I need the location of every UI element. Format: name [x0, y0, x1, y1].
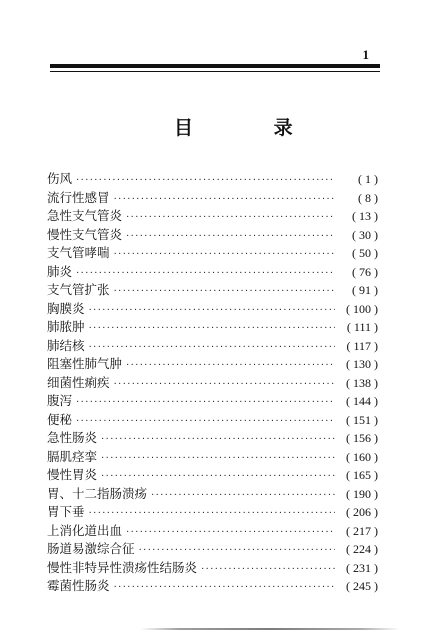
- toc-entry-label: 急性支气管炎: [47, 208, 123, 223]
- toc-entry-label: 肺炎: [47, 263, 73, 279]
- toc-entry-label: 胃、十二指肠溃疡: [47, 485, 148, 501]
- toc-entry-label: 支气管扩张: [47, 282, 110, 297]
- toc-entry-page: ( 165 ): [346, 468, 378, 482]
- toc-entry-page: ( 111 ): [346, 320, 378, 334]
- scan-edge-mark: [140, 628, 400, 630]
- toc-entry[interactable]: [47, 374, 378, 393]
- dot-leader: [101, 431, 335, 450]
- toc-entry-page: ( 1 ): [358, 172, 378, 186]
- toc-entry-page: ( 190 ): [346, 486, 378, 501]
- toc-entry[interactable]: [47, 448, 378, 467]
- toc-entry[interactable]: [47, 207, 378, 226]
- toc-entry[interactable]: [47, 503, 378, 522]
- toc-entry[interactable]: [47, 392, 378, 411]
- dot-leader: [151, 487, 335, 506]
- toc-entry-label: 膈肌痉挛: [47, 448, 98, 464]
- toc-entry-label: 流行性感冒: [47, 189, 110, 205]
- dot-leader: [76, 265, 335, 284]
- header-rule-thick: [50, 64, 380, 68]
- toc-entry-page: ( 156 ): [346, 431, 378, 445]
- dot-leader: [114, 283, 335, 302]
- dot-leader: [114, 246, 335, 265]
- dot-leader: [89, 320, 335, 339]
- dot-leader: [114, 191, 335, 210]
- dot-leader: [76, 172, 335, 191]
- dot-leader: [114, 376, 335, 395]
- toc-entry-page: ( 151 ): [346, 412, 378, 427]
- dot-leader: [201, 561, 335, 580]
- toc-entry-page: ( 30 ): [352, 227, 378, 242]
- toc-entry-page: ( 76 ): [352, 264, 378, 279]
- toc-entry-label: 霉菌性肠炎: [47, 578, 110, 593]
- dot-leader: [89, 302, 335, 321]
- dot-leader: [126, 524, 335, 543]
- toc-entry-label: 慢性胃炎: [47, 467, 98, 482]
- toc-entry[interactable]: [47, 485, 378, 504]
- toc-entry-label: 上消化道出血: [47, 522, 123, 538]
- toc-entry[interactable]: [47, 170, 378, 189]
- page-title: 目 录: [174, 117, 330, 139]
- toc-entry[interactable]: [47, 577, 378, 596]
- page-number: 1: [362, 47, 369, 62]
- dot-leader: [76, 394, 335, 413]
- toc-entry[interactable]: [47, 318, 378, 337]
- toc-entry-page: ( 245 ): [346, 579, 378, 593]
- header-rule-thin: [50, 71, 380, 72]
- dot-leader: [126, 357, 335, 376]
- toc-entry[interactable]: [47, 540, 378, 559]
- dot-leader: [114, 579, 335, 598]
- toc-entry[interactable]: [47, 429, 378, 448]
- toc-entry[interactable]: [47, 522, 378, 541]
- toc-entry-label: 细菌性痢疾: [47, 374, 110, 390]
- toc-entry-page: ( 144 ): [346, 394, 378, 408]
- toc-entry-label: 胸膜炎: [47, 300, 85, 316]
- dot-leader: [126, 228, 335, 247]
- toc-entry-label: 阻塞性肺气肿: [47, 356, 123, 371]
- toc-entry[interactable]: [47, 411, 378, 430]
- toc-entry-label: 肺结核: [47, 337, 85, 353]
- toc-entry-page: ( 160 ): [346, 449, 378, 464]
- toc-entry-label: 支气管哮喘: [47, 245, 110, 260]
- toc-entry[interactable]: [47, 189, 378, 208]
- toc-entry-label: 肠道易激综合征: [47, 541, 135, 556]
- toc-entry[interactable]: [47, 263, 378, 282]
- toc-entry-label: 胃下垂: [47, 504, 85, 519]
- toc-entry-page: ( 224 ): [346, 542, 378, 556]
- toc-entry[interactable]: [47, 226, 378, 245]
- toc-entry-page: ( 50 ): [352, 246, 378, 260]
- toc-entry-label: 慢性非特异性溃疡性结肠炎: [47, 559, 198, 575]
- toc-entry-label: 便秘: [47, 411, 73, 427]
- toc-entry-page: ( 91 ): [352, 283, 378, 297]
- toc-entry[interactable]: [47, 337, 378, 356]
- toc-entry[interactable]: [47, 355, 378, 374]
- table-of-contents: [47, 170, 378, 596]
- toc-entry-page: ( 8 ): [358, 190, 378, 205]
- toc-entry-page: ( 130 ): [346, 357, 378, 371]
- toc-entry[interactable]: [47, 244, 378, 263]
- toc-entry-label: 伤风: [47, 171, 73, 186]
- toc-entry[interactable]: [47, 466, 378, 485]
- toc-entry[interactable]: [47, 559, 378, 578]
- toc-entry-label: 慢性支气管炎: [47, 226, 123, 242]
- toc-entry-page: ( 231 ): [346, 560, 378, 575]
- toc-entry-page: ( 13 ): [352, 209, 378, 223]
- toc-entry-label: 急性肠炎: [47, 430, 98, 445]
- toc-entry-page: ( 117 ): [346, 338, 378, 353]
- dot-leader: [126, 209, 335, 228]
- toc-entry-label: 肺脓肿: [47, 319, 85, 334]
- toc-entry[interactable]: [47, 300, 378, 319]
- toc-entry-label: 腹泻: [47, 393, 73, 408]
- toc-entry-page: ( 206 ): [346, 505, 378, 519]
- toc-entry[interactable]: [47, 281, 378, 300]
- toc-entry-page: ( 100 ): [346, 301, 378, 316]
- toc-entry-page: ( 138 ): [346, 375, 378, 390]
- toc-entry-page: ( 217 ): [346, 523, 378, 538]
- dot-leader: [101, 450, 335, 469]
- dot-leader: [76, 413, 335, 432]
